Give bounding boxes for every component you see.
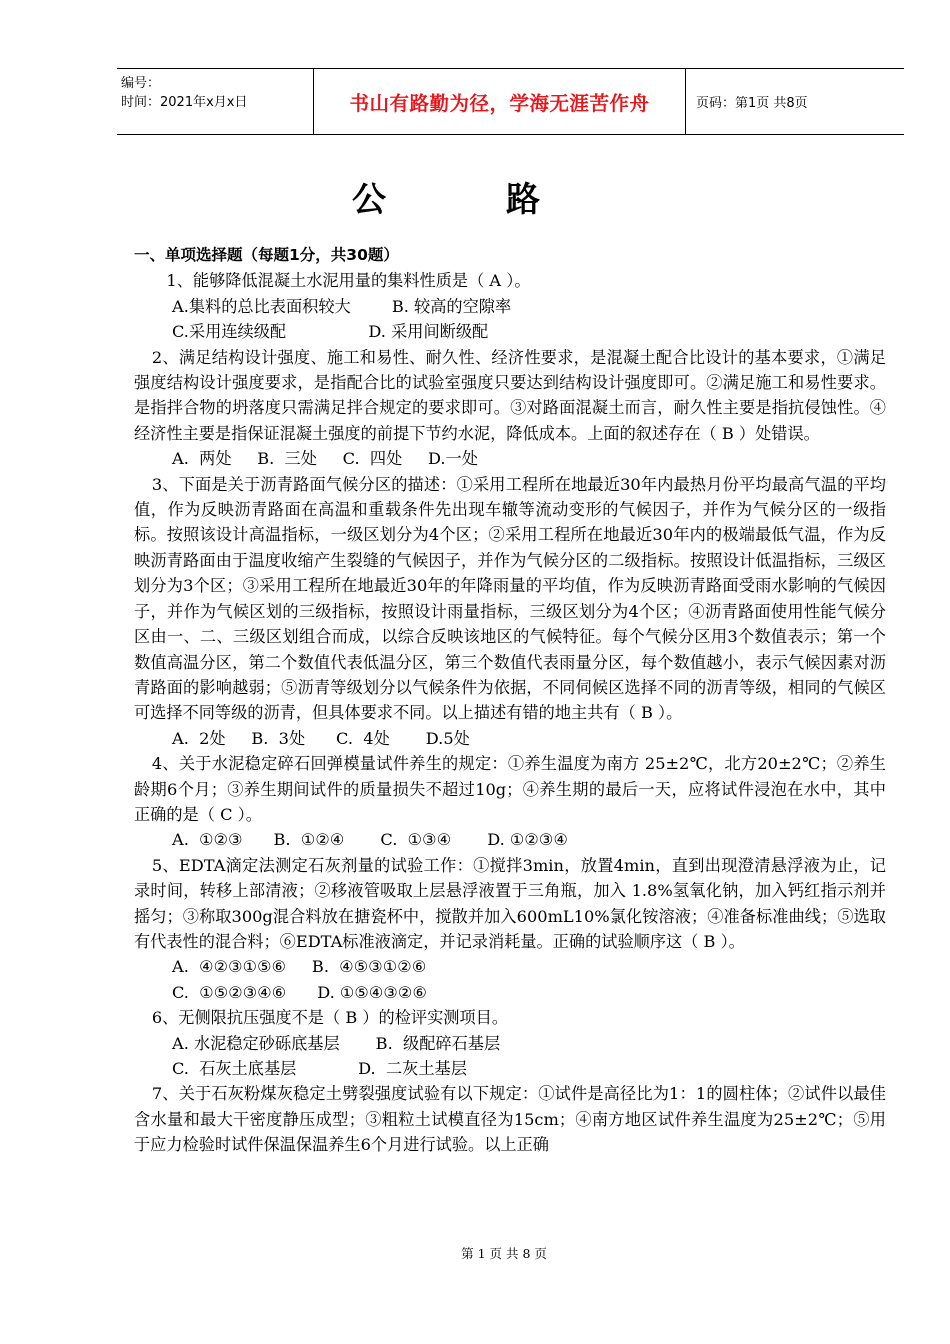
question-1 [134,268,886,344]
header-page-number: 页码：第1页 共8页 [696,96,808,111]
question-3 [134,472,886,751]
question-options: A.集料的总比表面积较大 B. 较高的空隙率 [172,296,512,316]
question-stem: 5、EDTA滴定法测定石灰剂量的试验工作：①搅拌3min，放置4min，直到出现澄清悬浮液为止，记录时间，转移上部清液；②移液管吸取上层悬浮液置于三角瓶，加入 1.8%氢氧化钠，加入钙红指示剂并摇匀；③称取300g混合料放在搪瓷杯中，搅散并加入600mL10%氯化铵溶液；④准备标准曲线；⑤选取有代表性的混合料；⑥EDTA标准液滴定，并记录消耗量。正确的试验顺序这（ B ）。 [134,855,886,951]
question-stem: 4、关于水泥稳定碎石回弹模量试件养生的规定：①养生温度为南方 25±2℃，北方20±2℃；②养生龄期6个月；③养生期间试件的质量损失不超过10g；④养生期的最后一天，应将试件浸泡在水中，其中正确的是（ C ）。 [134,754,886,824]
question-stem: 7、关于石灰粉煤灰稳定土劈裂强度试验有以下规定：①试件是高径比为1：1的圆柱体；②试件以最佳含水量和最大干密度静压成型；③粗粒土试模直径为15cm；④南方地区试件养生温度为25±2℃；⑤用于应力检验时试件保温保温养生6个月进行试验。以上正确 [134,1084,886,1155]
page-title: 公路 [352,180,660,220]
question-stem: 3、下面是关于沥青路面气候分区的描述：①采用工程所在地最近30年内最热月份平均最高气温的平均值，作为反映沥青路面在高温和重载条件先出现车辙等流动变形的气候因子，并作为气候分区的一级指标。按照该设计高温指标，一级区划分为4个区；②采用工程所在地最近30年内的极端最低气温，作为反映沥青路面由于温度收缩产生裂缝的气候因子，并作为气候分区的二级指标。按照设计低温指标，三级区划分为3个区；③采用工程所在地最近30年的年降雨量的平均值，作为反映沥青路面受雨水影响的气候因子，并作为气候区划的三级指标，按照设计雨量指标，三级区划分为4个区；④沥青路面使用性能气候分区由一、二、三级区划组合而成，以综合反映该地区的气候特征。每个气候分区用3个数值表示；第一个数值高温分区，第二个数值代表低温分区，第三个数值代表雨量分区，每个数值越小，表示气候因素对沥青路面的影响越弱；⑤沥青等级划分以气候条件为依据，不同伺候区选择不同的沥青等级，相同的气候区可选择不同等级的沥青，但具体要求不同。以上描述有错的地主共有（ B ）。 [134,474,886,723]
question-7 [134,1081,886,1157]
document-body [134,243,886,1158]
question-4 [134,751,886,853]
question-options: C. ①⑤②③④⑥ D. ①⑤④③②⑥ [172,982,427,1002]
question-2 [134,345,886,472]
question-options: A. ④②③①⑤⑥ B. ④⑤③①②⑥ [172,957,427,977]
page-footer: 第 1 页 共 8 页 [461,1246,547,1261]
question-stem: 2、满足结构设计强度、施工和易性、耐久性、经济性要求，是混凝土配合比设计的基本要求，①满足强度结构设计强度要求，是指配合比的试验室强度只要达到结构设计强度即可。②满足施工和易性要求。是指拌合物的坍落度只需满足拌合规定的要求即可。③对路面混凝土而言，耐久性主要是指抗侵蚀性。④经济性主要是指保证混凝土强度的前提下节约水泥，降低成本。上面的叙述存在（ B ）处错误。 [134,347,886,443]
question-options: C.采用连续级配 D. 采用间断级配 [172,322,489,342]
question-options: C. 石灰土底基层 D. 二灰土基层 [172,1059,467,1078]
header-motto: 书山有路勤为径，学海无涯苦作舟 [313,69,686,134]
question-options: A. 水泥稳定砂砾底基层 B. 级配碎石基层 [172,1033,501,1053]
question-options: A. 两处 B. 三处 C. 四处 D.一处 [172,449,478,469]
document-header [117,68,904,135]
header-meta [117,69,313,134]
question-options: A. 2处 B. 3处 C. 4处 D.5处 [172,728,470,748]
header-time: 时间：2021年x月x日 [121,95,248,110]
section-heading: 一、单项选择题（每题1分，共30题） [134,246,399,264]
header-number: 编号： [121,76,161,91]
question-stem: 6、无侧限抗压强度不是（ B ）的检评实测项目。 [151,1008,509,1028]
question-stem: 1、能够降低混凝土水泥用量的集料性质是（ A ）。 [166,271,531,291]
question-5 [134,853,886,1005]
question-6 [134,1005,886,1081]
question-options: A. ①②③ B. ①②④ C. ①③④ D. ①②③④ [172,830,568,850]
